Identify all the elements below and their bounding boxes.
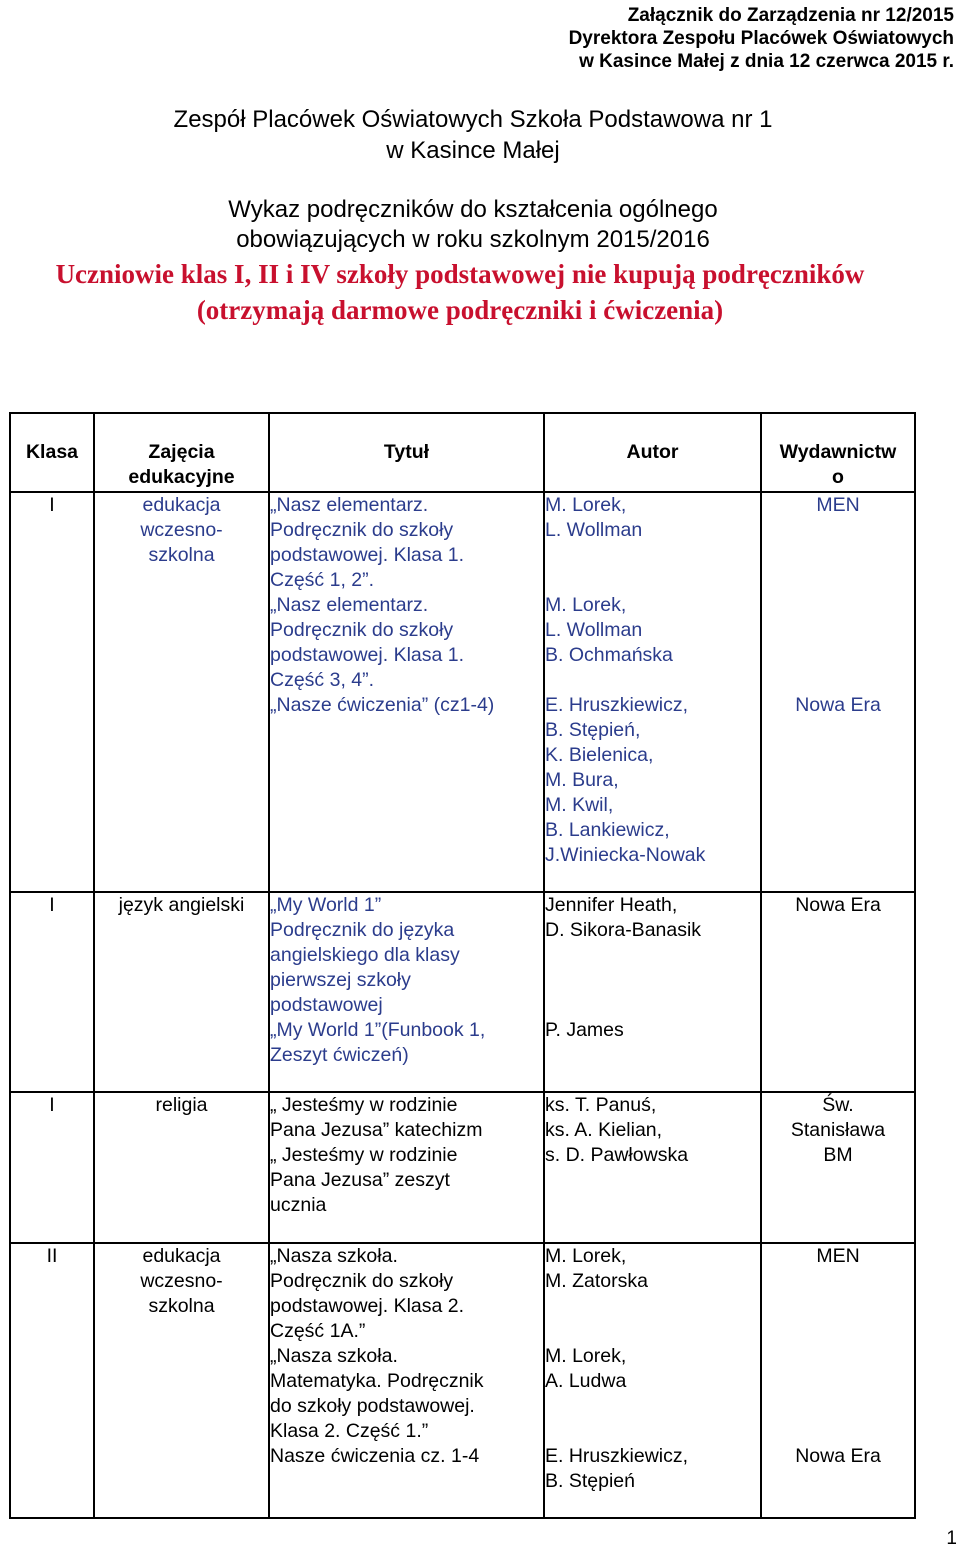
cell-line: M. Zatorska bbox=[545, 1270, 648, 1292]
cell-line: Nowa Era bbox=[795, 694, 881, 716]
line-gap bbox=[545, 1319, 760, 1344]
table-header-row bbox=[10, 413, 915, 492]
header-wyd-line: Wydawnictw bbox=[779, 441, 897, 463]
cell-zajecia bbox=[94, 1243, 269, 1518]
textbook-table bbox=[9, 412, 916, 1519]
cell-tytul bbox=[269, 492, 544, 892]
cell-line: szkolna bbox=[148, 1295, 215, 1317]
cell-line: BM bbox=[823, 1144, 853, 1166]
cell-zajecia bbox=[94, 492, 269, 892]
cell-line: Część 1A.” bbox=[270, 1320, 366, 1342]
table-row bbox=[10, 1243, 915, 1518]
cell-line: Nowa Era bbox=[795, 894, 881, 916]
cell-line: „Nasza szkoła. bbox=[270, 1245, 398, 1267]
line-gap bbox=[762, 593, 914, 618]
cell-line: Pana Jezusa” zeszyt bbox=[270, 1169, 450, 1191]
cell-line: angielskiego dla klasy bbox=[270, 944, 460, 966]
cell-wydawnictwo bbox=[761, 1243, 915, 1518]
cell-line: Podręcznik do szkoły bbox=[270, 519, 454, 541]
cell-line: Matematyka. Podręcznik bbox=[270, 1370, 484, 1392]
annex-line: Dyrektora Zespołu Placówek Oświatowych bbox=[568, 28, 954, 49]
line-gap bbox=[545, 993, 760, 1018]
cell-wydawnictwo bbox=[761, 1092, 915, 1243]
cell-zajecia bbox=[94, 892, 269, 1092]
line-gap bbox=[545, 943, 760, 968]
cell-line: podstawowej. Klasa 1. bbox=[270, 644, 465, 666]
cell-line: B. Stępień, bbox=[545, 719, 641, 741]
cell-line: wczesno- bbox=[140, 519, 223, 541]
line-gap bbox=[762, 518, 914, 543]
cell-tytul bbox=[269, 1243, 544, 1518]
cell-line: edukacja bbox=[142, 494, 221, 516]
cell-line: religia bbox=[155, 1094, 208, 1116]
cell-line: „My World 1” bbox=[270, 894, 382, 916]
cell-line: MEN bbox=[816, 494, 860, 516]
cell-line: „ Jesteśmy w rodzinie bbox=[270, 1094, 458, 1116]
cell-wydawnictwo bbox=[761, 492, 915, 892]
cell-line: M. Lorek, bbox=[545, 494, 627, 516]
table-row bbox=[10, 892, 915, 1092]
cell-line: Św. bbox=[822, 1094, 854, 1116]
page-number: 1 bbox=[946, 1528, 957, 1549]
cell-tytul bbox=[269, 1092, 544, 1243]
school-line: w Kasince Małej bbox=[386, 137, 560, 164]
cell-line: K. Bielenica, bbox=[545, 744, 654, 766]
header-tytul: Tytuł bbox=[269, 413, 544, 492]
list-title-line: Wykaz podręczników do kształcenia ogólnego bbox=[228, 196, 718, 223]
line-gap bbox=[762, 1294, 914, 1319]
cell-line: P. James bbox=[545, 1019, 624, 1041]
cell-line: Zeszyt ćwiczeń) bbox=[270, 1044, 409, 1066]
cell-line: Część 3, 4”. bbox=[270, 669, 375, 691]
cell-autor bbox=[544, 1092, 761, 1243]
line-gap bbox=[545, 668, 760, 693]
cell-line: Pana Jezusa” katechizm bbox=[270, 1119, 483, 1141]
annex-line: Załącznik do Zarządzenia nr 12/2015 bbox=[627, 5, 954, 26]
cell-line: Podręcznik do szkoły bbox=[270, 1270, 454, 1292]
school-line: Zespół Placówek Oświatowych Szkoła Podstawowa nr 1 bbox=[173, 106, 773, 133]
cell-line: E. Hruszkiewicz, bbox=[545, 694, 689, 716]
cell-line: M. Kwil, bbox=[545, 794, 614, 816]
cell-line: do szkoły podstawowej. bbox=[270, 1395, 475, 1417]
cell-line: L. Wollman bbox=[545, 619, 643, 641]
cell-line: Nowa Era bbox=[795, 1445, 881, 1467]
line-gap bbox=[545, 1419, 760, 1444]
list-title-line: obowiązujących w roku szkolnym 2015/2016 bbox=[236, 226, 710, 253]
cell-line: „Nasze ćwiczenia” (cz1-4) bbox=[270, 694, 495, 716]
line-gap bbox=[762, 643, 914, 668]
cell-line: L. Wollman bbox=[545, 519, 643, 541]
line-gap bbox=[762, 668, 914, 693]
cell-line: B. Stępień bbox=[545, 1470, 635, 1492]
header-zajecia bbox=[94, 413, 269, 492]
header-wydawnictwo bbox=[761, 413, 915, 492]
cell-line: M. Bura, bbox=[545, 769, 619, 791]
cell-line: A. Ludwa bbox=[545, 1370, 627, 1392]
cell-line: szkolna bbox=[148, 544, 215, 566]
line-gap bbox=[762, 1419, 914, 1444]
line-gap bbox=[545, 543, 760, 568]
cell-klasa: I bbox=[10, 892, 94, 1092]
cell-line: B. Ochmańska bbox=[545, 644, 673, 666]
cell-line: Część 1, 2”. bbox=[270, 569, 375, 591]
cell-klasa: I bbox=[10, 1092, 94, 1243]
cell-line: Klasa 2. Część 1.” bbox=[270, 1420, 429, 1442]
cell-line: Jennifer Heath, bbox=[545, 894, 678, 916]
line-gap bbox=[545, 1394, 760, 1419]
cell-line: „Nasz elementarz. bbox=[270, 594, 429, 616]
cell-klasa: I bbox=[10, 492, 94, 892]
cell-line: podstawowej. Klasa 2. bbox=[270, 1295, 465, 1317]
header-zajecia-text: Zajęcia edukacyjne bbox=[128, 441, 235, 488]
cell-line: B. Lankiewicz, bbox=[545, 819, 670, 841]
table-row bbox=[10, 1092, 915, 1243]
line-gap bbox=[762, 568, 914, 593]
line-gap bbox=[545, 1294, 760, 1319]
cell-line: ucznia bbox=[270, 1194, 327, 1216]
cell-klasa: II bbox=[10, 1243, 94, 1518]
line-gap bbox=[545, 968, 760, 993]
cell-line: ks. A. Kielian, bbox=[545, 1119, 663, 1141]
list-title bbox=[0, 195, 946, 255]
cell-line: Stanisława bbox=[790, 1119, 886, 1141]
annex-line: w Kasince Małej z dnia 12 czerwca 2015 r. bbox=[579, 51, 954, 72]
table-row bbox=[10, 492, 915, 892]
cell-line: „Nasz elementarz. bbox=[270, 494, 429, 516]
notice-line: Uczniowie klas I, II i IV szkoły podstawowej nie kupują podręczników bbox=[55, 259, 865, 289]
cell-line: Podręcznik do szkoły bbox=[270, 619, 454, 641]
cell-line: Podręcznik do języka bbox=[270, 919, 455, 941]
line-gap bbox=[762, 1269, 914, 1294]
cell-line: język angielski bbox=[118, 894, 245, 916]
notice-line: (otrzymają darmowe podręczniki i ćwiczenia) bbox=[196, 295, 724, 325]
annex-header bbox=[569, 4, 954, 73]
cell-tytul bbox=[269, 892, 544, 1092]
cell-autor bbox=[544, 1243, 761, 1518]
line-gap bbox=[545, 568, 760, 593]
header-klasa: Klasa bbox=[10, 413, 94, 492]
line-gap bbox=[762, 1369, 914, 1394]
cell-line: wczesno- bbox=[140, 1270, 223, 1292]
free-books-notice bbox=[0, 256, 920, 328]
cell-line: J.Winiecka-Nowak bbox=[545, 844, 706, 866]
cell-line: podstawowej bbox=[270, 994, 383, 1016]
cell-line: M. Lorek, bbox=[545, 1345, 627, 1367]
cell-autor bbox=[544, 492, 761, 892]
cell-autor bbox=[544, 892, 761, 1092]
line-gap bbox=[762, 618, 914, 643]
header-wyd-line: o bbox=[832, 466, 844, 488]
cell-line: Nasze ćwiczenia cz. 1-4 bbox=[270, 1445, 480, 1467]
cell-line: pierwszej szkoły bbox=[270, 969, 411, 991]
cell-line: E. Hruszkiewicz, bbox=[545, 1445, 689, 1467]
cell-zajecia bbox=[94, 1092, 269, 1243]
cell-line: „ Jesteśmy w rodzinie bbox=[270, 1144, 458, 1166]
school-name bbox=[0, 104, 946, 166]
cell-line: podstawowej. Klasa 1. bbox=[270, 544, 465, 566]
header-autor: Autor bbox=[544, 413, 761, 492]
cell-line: „Nasza szkoła. bbox=[270, 1345, 398, 1367]
cell-line: MEN bbox=[816, 1245, 860, 1267]
cell-line: M. Lorek, bbox=[545, 594, 627, 616]
line-gap bbox=[762, 543, 914, 568]
cell-line: ks. T. Panuś, bbox=[545, 1094, 657, 1116]
cell-line: edukacja bbox=[142, 1245, 221, 1267]
cell-wydawnictwo bbox=[761, 892, 915, 1092]
line-gap bbox=[762, 1394, 914, 1419]
cell-line: D. Sikora-Banasik bbox=[545, 919, 702, 941]
line-gap bbox=[762, 1319, 914, 1344]
cell-line: „My World 1”(Funbook 1, bbox=[270, 1019, 486, 1041]
line-gap bbox=[762, 1344, 914, 1369]
cell-line: M. Lorek, bbox=[545, 1245, 627, 1267]
cell-line: s. D. Pawłowska bbox=[545, 1144, 689, 1166]
